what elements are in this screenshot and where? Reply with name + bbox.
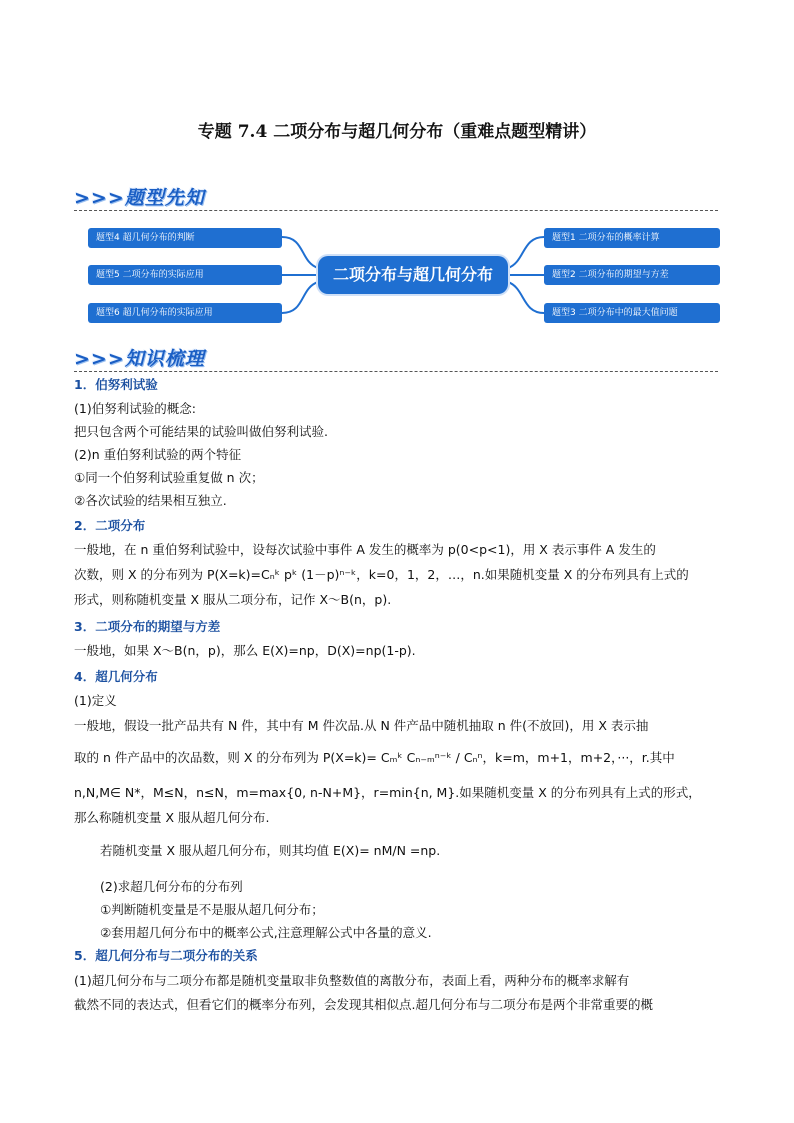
text-line: 截然不同的表达式，但看它们的概率分布列，会发现其相似点.超几何分布与二项分布是两个非常重要的概 [74,997,653,1012]
section-heading: 1．伯努利试验 [74,377,158,392]
section-heading: 3．二项分布的期望与方差 [74,619,221,634]
text-line: (1)定义 [74,693,117,708]
mindmap-node-type5: 题型5 二项分布的实际应用 [88,265,282,285]
section-heading: 5．超几何分布与二项分布的关系 [74,948,258,963]
mindmap-center-node: 二项分布与超几何分布 [318,256,508,294]
mindmap-node-type1: 题型1 二项分布的概率计算 [544,228,720,248]
text-line: ①判断随机变量是不是服从超几何分布； [100,902,324,917]
text-line: ①同一个伯努利试验重复做 n 次； [74,470,264,485]
banner-label: >>>题型先知 [74,187,205,209]
text-line: 形式，则称随机变量 X 服从二项分布，记作 X～B(n，p). [74,592,392,607]
text-line: (2)n 重伯努利试验的两个特征 [74,447,242,462]
mindmap-node-type4: 题型4 超几何分布的判断 [88,228,282,248]
text-line: (2)求超几何分布的分布列 [100,879,243,894]
text-line: 一般地，假设一批产品共有 N 件，其中有 M 件次品.从 N 件产品中随机抽取 n 件(不放回)，用 X 表示抽 [74,718,649,733]
dashed-divider [74,371,718,372]
page-title: 专题 7.4 二项分布与超几何分布（重难点题型精讲） [197,122,597,142]
text-line: 一般地，在 n 重伯努利试验中，设每次试验中事件 A 发生的概率为 p(0<p<1)，用 X 表示事件 A 发生的 [74,542,656,557]
section-banner-knowledge [74,344,718,374]
mindmap-node-type2: 题型2 二项分布的期望与方差 [544,265,720,285]
text-line: 把只包含两个可能结果的试验叫做伯努利试验. [74,424,328,439]
text-line: (1)伯努利试验的概念: [74,401,196,416]
section-heading: 2．二项分布 [74,518,146,533]
mindmap-node-type6: 题型6 超几何分布的实际应用 [88,303,282,323]
text-line: ②各次试验的结果相互独立. [74,493,227,508]
mindmap-node-type3: 题型3 二项分布中的最大值问题 [544,303,720,323]
text-line: 那么称随机变量 X 服从超几何分布. [74,810,270,825]
text-line: n,N,M∈ N*，M≤N，n≤N，m=max{0, n-N+M}，r=min{n, M}.如果随机变量 X 的分布列具有上式的形式， [74,785,701,800]
text-line: 若随机变量 X 服从超几何分布，则其均值 E(X)= nM/N =np. [100,843,441,858]
banner-label: >>>知识梳理 [74,348,205,370]
text-line: 一般地，如果 X～B(n，p)，那么 E(X)=np，D(X)=np(1-p). [74,643,416,658]
text-line: ②套用超几何分布中的概率公式,注意理解公式中各量的意义. [100,925,432,940]
text-line: 次数，则 X 的分布列为 P(X=k)=Cₙᵏ pᵏ (1－p)ⁿ⁻ᵏ，k=0，1，2，…，n.如果随机变量 X 的分布列具有上式的 [74,567,689,582]
section-heading: 4．超几何分布 [74,669,158,684]
text-line: (1)超几何分布与二项分布都是随机变量取非负整数值的离散分布，表面上看，两种分布的概率求解有 [74,973,630,988]
text-line: 取的 n 件产品中的次品数，则 X 的分布列为 P(X=k)= Cₘᵏ Cₙ₋ₘⁿ⁻ᵏ / Cₙⁿ，k=m，m+1，m+2，···，r.其中 [74,750,675,765]
